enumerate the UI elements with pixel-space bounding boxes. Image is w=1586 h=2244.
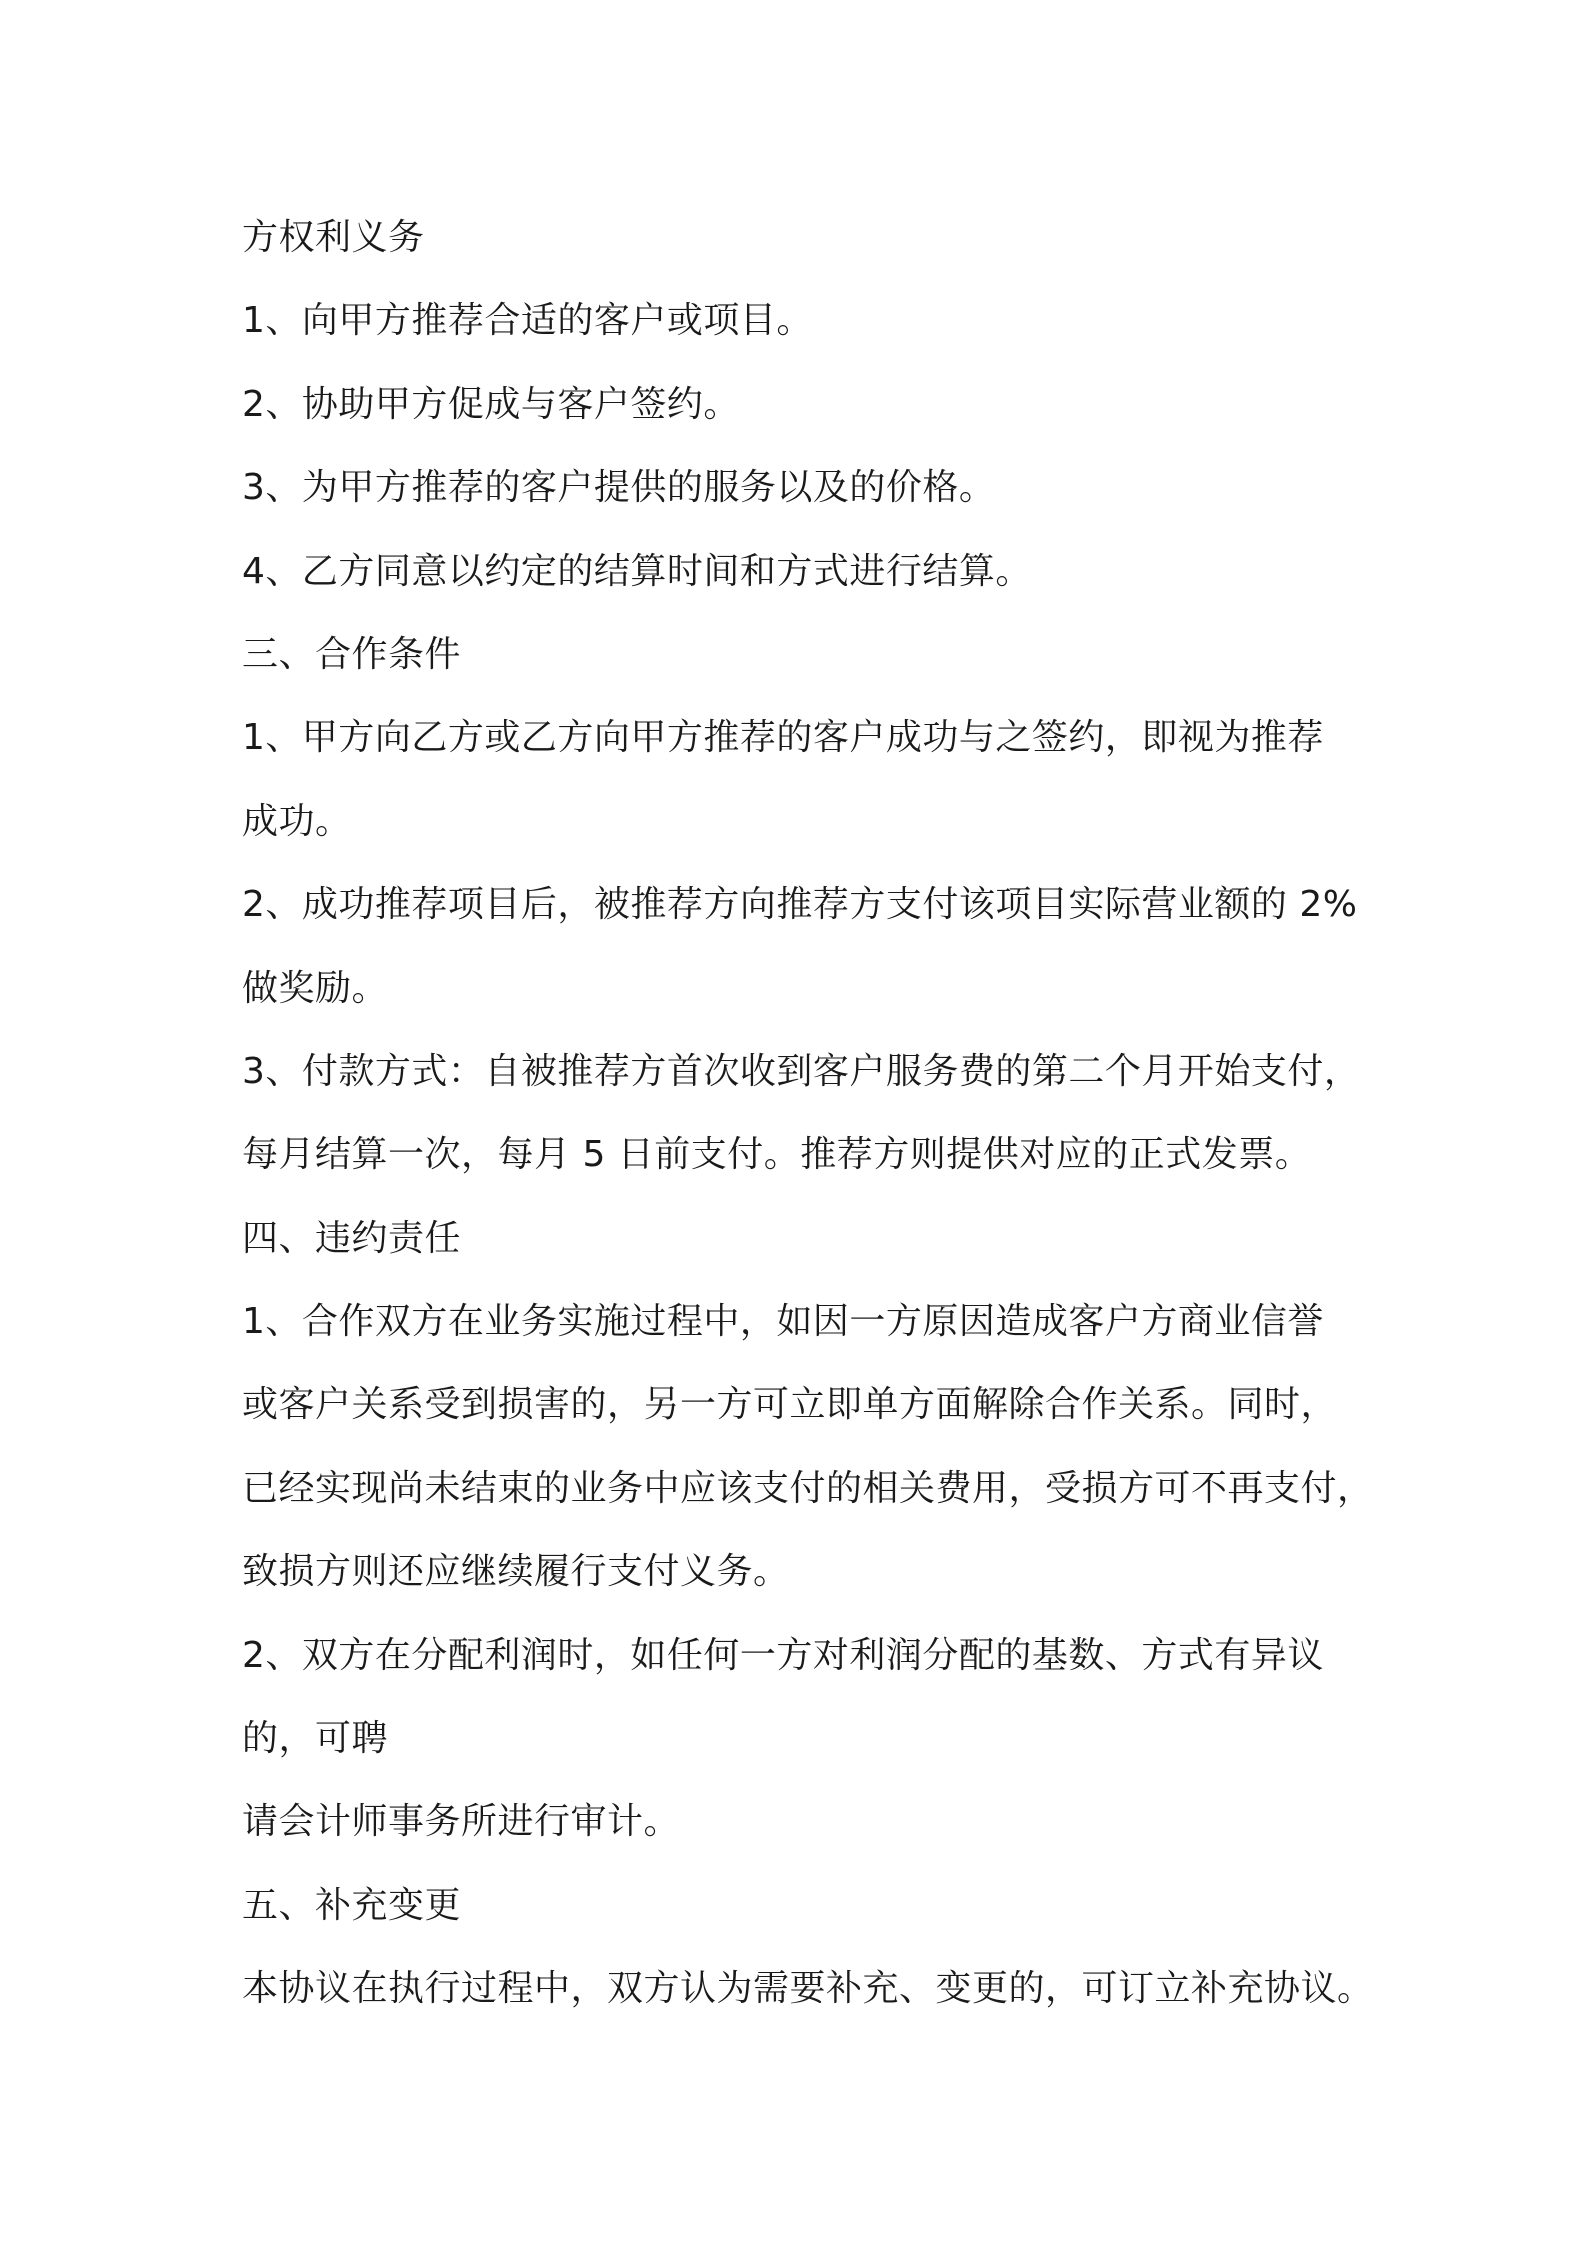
paragraph-line: 3、付款方式：自被推荐方首次收到客户服务费的第二个月开始支付， <box>242 1050 1361 1092</box>
paragraph-line: 1、向甲方推荐合适的客户或项目。 <box>242 300 813 342</box>
paragraph-line: 本协议在执行过程中，双方认为需要补充、变更的，可订立补充协议。 <box>242 1968 1374 2010</box>
section-heading-amendment: 五、补充变更 <box>242 1884 462 1926</box>
paragraph-line: 致损方则还应继续履行支付义务。 <box>242 1551 790 1593</box>
paragraph-line: 每月结算一次，每月 5 日前支付。推荐方则提供对应的正式发票。 <box>242 1134 1312 1176</box>
paragraph-line: 的，可聘 <box>242 1718 389 1760</box>
section-heading-cooperation: 三、合作条件 <box>242 633 462 675</box>
paragraph-line: 4、乙方同意以约定的结算时间和方式进行结算。 <box>242 550 1032 592</box>
paragraph-line: 3、为甲方推荐的客户提供的服务以及的价格。 <box>242 467 996 509</box>
paragraph-line: 已经实现尚未结束的业务中应该支付的相关费用，受损方可不再支付， <box>242 1467 1374 1509</box>
paragraph-line: 成功。 <box>242 800 352 842</box>
paragraph-line: 1、甲方向乙方或乙方向甲方推荐的客户成功与之签约，即视为推荐 <box>242 717 1324 759</box>
document-body <box>242 196 1382 2031</box>
paragraph-line: 2、协助甲方促成与客户签约。 <box>242 383 740 425</box>
paragraph-line: 1、合作双方在业务实施过程中，如因一方原因造成客户方商业信誉 <box>242 1301 1324 1343</box>
paragraph-line: 或客户关系受到损害的，另一方可立即单方面解除合作关系。同时， <box>242 1384 1338 1426</box>
section-heading-liability: 四、违约责任 <box>242 1217 462 1259</box>
paragraph-line: 做奖励。 <box>242 967 389 1009</box>
paragraph-line: 2、成功推荐项目后，被推荐方向推荐方支付该项目实际营业额的 2% <box>242 884 1358 926</box>
paragraph-line: 2、双方在分配利润时，如任何一方对利润分配的基数、方式有异议 <box>242 1634 1324 1676</box>
section-heading-rights: 方权利义务 <box>242 217 425 258</box>
paragraph-line: 请会计师事务所进行审计。 <box>242 1801 681 1843</box>
